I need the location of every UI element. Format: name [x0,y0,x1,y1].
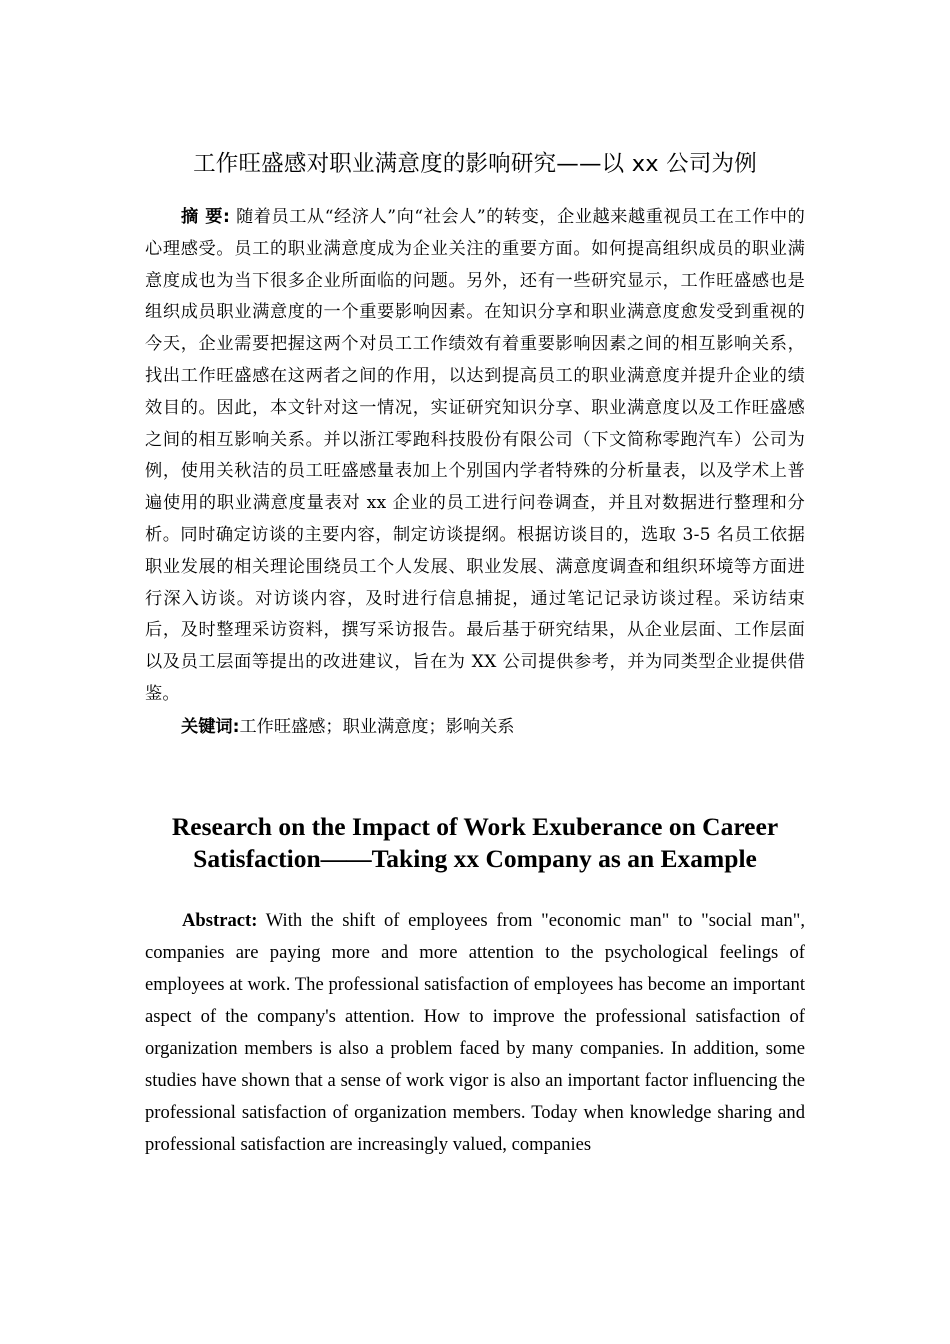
document-page [145,0,805,1161]
english-title: Research on the Impact of Work Exuberance on Career Satisfaction——Taking xx Company as an Example [171,811,779,873]
english-abstract-text: With the shift of employees from "economic man" to "social man", companies are paying more and more attention to the psychological feelings of employees at work. The professional satisfaction of employees has become an important aspect of the company's attention. How to improve the professional satisfaction of organization members is also a problem faced by many companies. In addition, some studies have shown that a sense of work vigor is also an important factor influencing the professional satisfaction of organization members. Today when knowledge sharing and professional satisfaction are increasingly valued, companies [145,909,805,1155]
chinese-keywords-label: 关键词: [181,716,240,737]
chinese-abstract-label: 摘 要: [181,207,231,227]
chinese-abstract [145,202,805,711]
chinese-keywords-text: 工作旺盛感；职业满意度；影响关系 [239,716,515,737]
english-abstract-label: Abstract: [182,909,258,931]
chinese-keywords [145,711,805,743]
english-abstract [145,905,805,1161]
chinese-title: 工作旺盛感对职业满意度的影响研究——以 xx 公司为例 [193,151,757,177]
chinese-abstract-text: 随着员工从“经济人”向“社会人”的转变，企业越来越重视员工在工作中的心理感受。员工的职业满意度成为企业关注的重要方面。如何提高组织成员的职业满意度成也为当下很多企业所面临的问题。另外，还有一些研究显示，工作旺盛感也是组织成员职业满意度的一个重要影响因素。在知识分享和职业满意度愈发受到重视的今天，企业需要把握这两个对员工工作绩效有着重要影响因素之间的相互影响关系，找出工作旺盛感在这两者之间的作用，以达到提高员工的职业满意度并提升企业的绩效目的。因此，本文针对这一情况，实证研究知识分享、职业满意度以及工作旺盛感之间的相互影响关系。并以浙江零跑科技股份有限公司（下文简称零跑汽车）公司为例，使用关秋洁的员工旺盛感量表加上个别国内学者特殊的分析量表，以及学术上普遍使用的职业满意度量表对 xx 企业的员工进行问卷调查，并且对数据进行整理和分析。同时确定访谈的主要内容，制定访谈提纲。根据访谈目的，选取 3-5 名员工依据职业发展的相关理论围绕员工个人发展、职业发展、满意度调查和组织环境等方面进行深入访谈。对访谈内容，及时进行信息捕捉，通过笔记记录访谈过程。采访结束后，及时整理采访资料，撰写采访报告。最后基于研究结果，从企业层面、工作层面以及员工层面等提出的改进建议，旨在为 XX 公司提供参考，并为同类型企业提供借鉴。 [145,207,805,704]
